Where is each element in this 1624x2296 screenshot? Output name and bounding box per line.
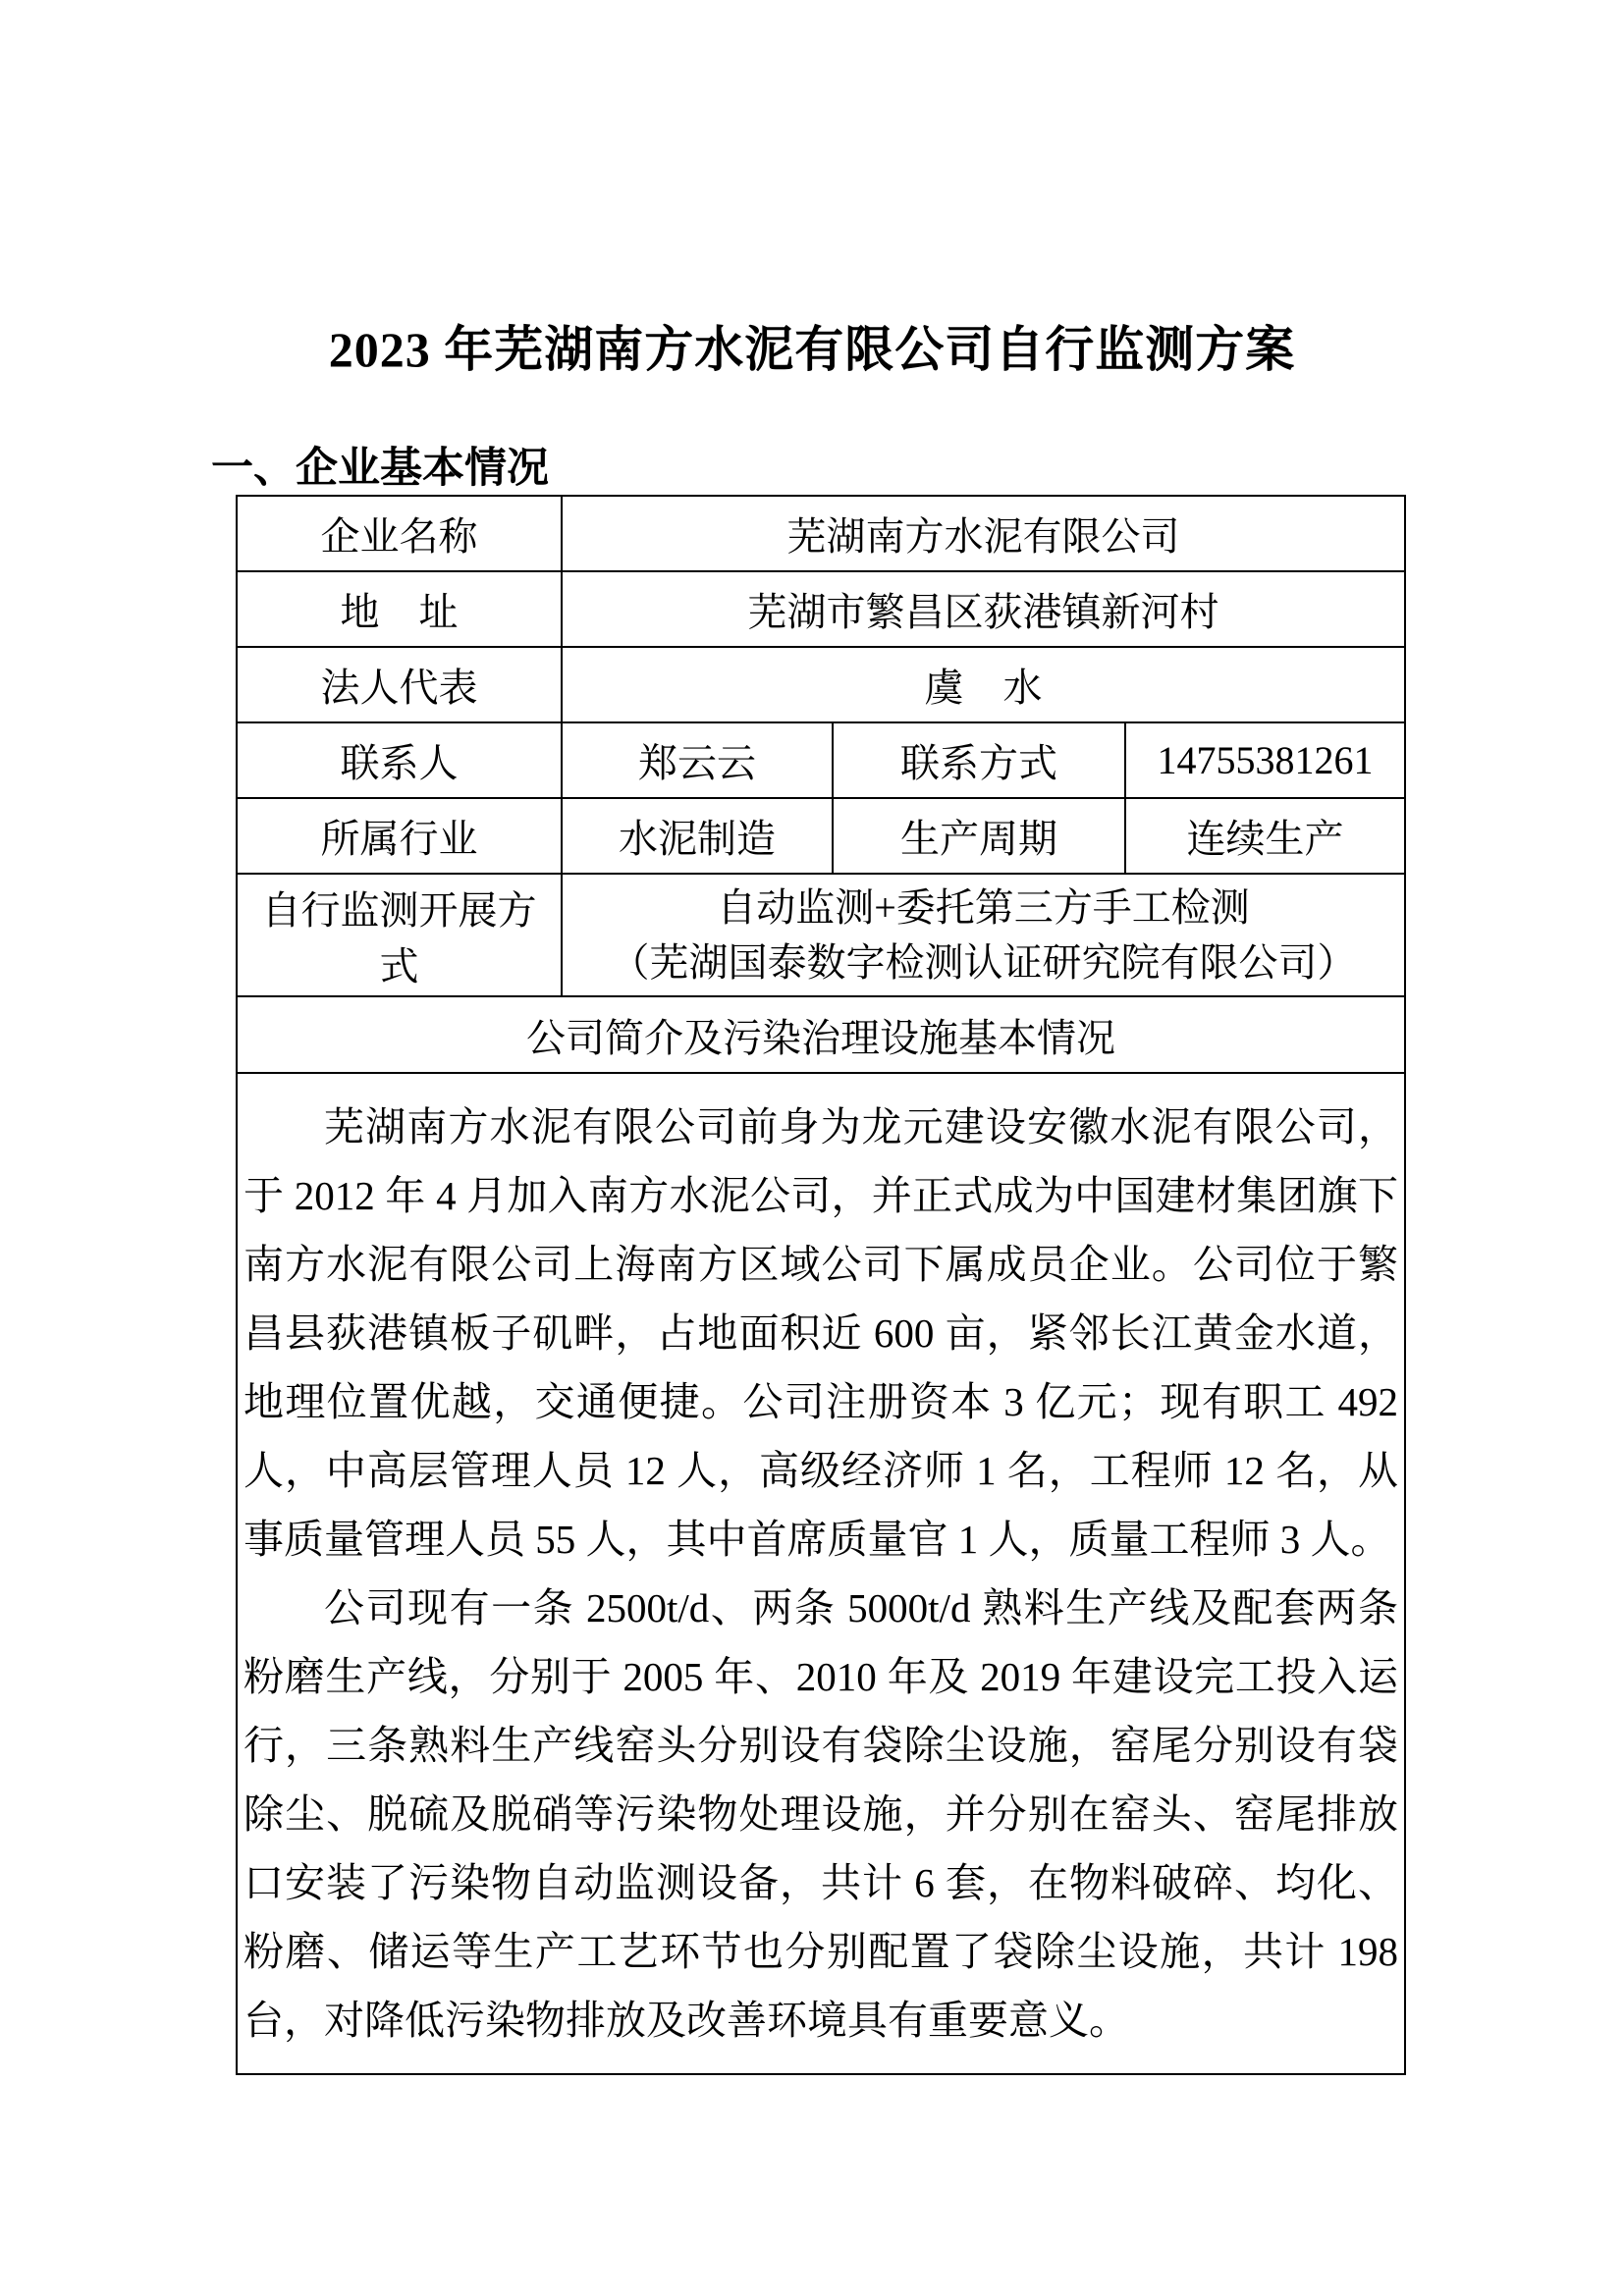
legal-representative-label: 法人代表 bbox=[237, 647, 562, 722]
table-row bbox=[237, 798, 1405, 874]
profile-paragraph-2: 公司现有一条 2500t/d、两条 5000t/d 熟料生产线及配套两条粉磨生产线，分别于 2005 年、2010 年及 2019 年建设完工投入运行，三条熟料生产线窑头分别设有袋除尘设施，窑尾分别设有袋除尘、脱硫及脱硝等污染物处理设施，并分别在窑头、窑尾排放口安装了污染物自动监测设备，共计 6 套，在物料破碎、均化、粉磨、储运等生产工艺环节也分别配置了袋除尘设施，共计 198 台，对降低污染物排放及改善环境具有重要意义。 bbox=[244, 1585, 1398, 2043]
monitoring-method-value bbox=[562, 874, 1405, 996]
industry-value: 水泥制造 bbox=[562, 798, 833, 874]
contact-method-value: 14755381261 bbox=[1125, 722, 1405, 798]
table-row bbox=[237, 874, 1405, 996]
production-cycle-value: 连续生产 bbox=[1125, 798, 1405, 874]
legal-representative-value: 虞 水 bbox=[562, 647, 1405, 722]
address-value: 芜湖市繁昌区荻港镇新河村 bbox=[562, 571, 1405, 647]
monitoring-method-line1: 自动监测+委托第三方手工检测 bbox=[717, 884, 1250, 930]
company-name-label: 企业名称 bbox=[237, 496, 562, 571]
production-cycle-label: 生产周期 bbox=[833, 798, 1125, 874]
table-row bbox=[237, 571, 1405, 647]
profile-section-header: 公司简介及污染治理设施基本情况 bbox=[237, 996, 1405, 1073]
company-info-table bbox=[236, 495, 1406, 2075]
industry-label: 所属行业 bbox=[237, 798, 562, 874]
monitoring-method-label: 自行监测开展方式 bbox=[237, 874, 562, 996]
table-row bbox=[237, 722, 1405, 798]
table-row bbox=[237, 647, 1405, 722]
section-heading: 一、企业基本情况 bbox=[211, 446, 549, 492]
table-row bbox=[237, 496, 1405, 571]
company-profile-cell bbox=[237, 1073, 1405, 2074]
table-row bbox=[237, 996, 1405, 1073]
document-title: 2023 年芜湖南方水泥有限公司自行监测方案 bbox=[328, 322, 1296, 377]
contact-method-label: 联系方式 bbox=[833, 722, 1125, 798]
contact-person-value: 郑云云 bbox=[562, 722, 833, 798]
profile-paragraph-1: 芜湖南方水泥有限公司前身为龙元建设安徽水泥有限公司，于 2012 年 4 月加入南方水泥公司，并正式成为中国建材集团旗下南方水泥有限公司上海南方区域公司下属成员企业。公司位于繁昌县荻港镇板子矶畔，占地面积近 600 亩，紧邻长江黄金水道，地理位置优越，交通便捷。公司注册资本 3 亿元；现有职工 492 人，中高层管理人员 12 人，高级经济师 1 名，工程师 12 名，从事质量管理人员 55 人，其中首席质量官 1 人，质量工程师 3 人。 bbox=[244, 1104, 1398, 1562]
address-label: 地 址 bbox=[237, 571, 562, 647]
company-name-value: 芜湖南方水泥有限公司 bbox=[562, 496, 1405, 571]
contact-person-label: 联系人 bbox=[237, 722, 562, 798]
monitoring-method-line2: （芜湖国泰数字检测认证研究院有限公司） bbox=[610, 939, 1357, 985]
table-row bbox=[237, 1073, 1405, 2074]
